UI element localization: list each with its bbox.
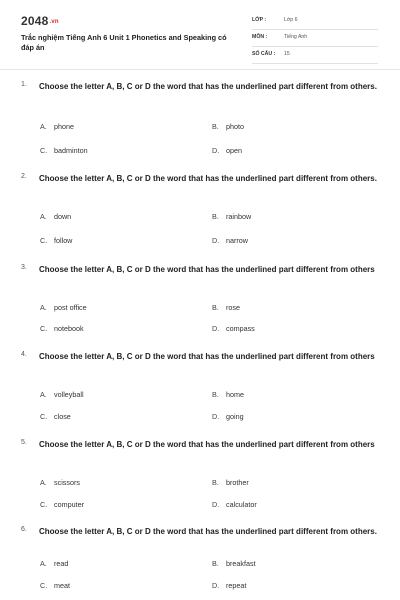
question-number: 4. bbox=[21, 351, 27, 358]
option-text: down bbox=[54, 212, 72, 221]
option-b[interactable] bbox=[212, 559, 256, 568]
option-letter: B. bbox=[212, 303, 219, 312]
option-text: computer bbox=[54, 500, 84, 509]
option-letter: A. bbox=[40, 390, 47, 399]
question-3 bbox=[0, 263, 400, 351]
option-letter: C. bbox=[40, 581, 48, 590]
option-letter: D. bbox=[212, 236, 220, 245]
option-letter: C. bbox=[40, 324, 48, 333]
option-letter: D. bbox=[212, 324, 220, 333]
option-letter: C. bbox=[40, 500, 48, 509]
option-letter: A. bbox=[40, 212, 47, 221]
option-text: meat bbox=[54, 581, 70, 590]
option-letter: D. bbox=[212, 412, 220, 421]
logo-main: 2048 bbox=[21, 14, 49, 28]
option-text: phone bbox=[54, 122, 74, 131]
option-letter: C. bbox=[40, 146, 48, 155]
option-text: notebook bbox=[54, 324, 84, 333]
option-d[interactable] bbox=[212, 581, 246, 590]
option-c[interactable] bbox=[40, 236, 72, 245]
option-letter: D. bbox=[212, 500, 220, 509]
option-a[interactable] bbox=[40, 303, 87, 312]
option-text: calculator bbox=[226, 500, 257, 509]
meta-label: SỐ CÂU : bbox=[252, 51, 276, 57]
option-letter: B. bbox=[212, 122, 219, 131]
option-letter: A. bbox=[40, 122, 47, 131]
meta-value: Tiếng Anh bbox=[284, 34, 308, 40]
option-text: photo bbox=[226, 122, 244, 131]
question-number: 1. bbox=[21, 81, 27, 88]
option-letter: D. bbox=[212, 581, 220, 590]
question-number: 2. bbox=[21, 173, 27, 180]
option-letter: A. bbox=[40, 478, 47, 487]
option-b[interactable] bbox=[212, 303, 240, 312]
option-c[interactable] bbox=[40, 581, 70, 590]
option-a[interactable] bbox=[40, 478, 80, 487]
option-letter: B. bbox=[212, 559, 219, 568]
question-number: 6. bbox=[21, 526, 27, 533]
option-text: brother bbox=[226, 478, 249, 487]
meta-row-subject bbox=[252, 31, 378, 47]
meta-row-class bbox=[252, 14, 378, 30]
option-text: follow bbox=[54, 236, 73, 245]
meta-value: 15 bbox=[284, 51, 290, 57]
option-b[interactable] bbox=[212, 122, 244, 131]
option-letter: B. bbox=[212, 390, 219, 399]
option-letter: B. bbox=[212, 478, 219, 487]
option-text: close bbox=[54, 412, 71, 421]
meta-info bbox=[252, 14, 378, 65]
question-6 bbox=[0, 525, 400, 600]
question-2 bbox=[0, 172, 400, 262]
option-text: post office bbox=[54, 303, 87, 312]
option-text: narrow bbox=[226, 236, 248, 245]
question-text: Choose the letter A, B, C or D the word that has the underlined part different from others bbox=[39, 265, 375, 274]
option-letter: A. bbox=[40, 559, 47, 568]
option-a[interactable] bbox=[40, 212, 71, 221]
option-text: badminton bbox=[54, 146, 88, 155]
option-letter: A. bbox=[40, 303, 47, 312]
option-b[interactable] bbox=[212, 212, 251, 221]
question-text: Choose the letter A, B, C or D the word that has the underlined part different from others. bbox=[39, 82, 377, 91]
question-text: Choose the letter A, B, C or D the word that has the underlined part different from others bbox=[39, 352, 375, 361]
option-text: volleyball bbox=[54, 390, 84, 399]
option-text: repeat bbox=[226, 581, 247, 590]
option-b[interactable] bbox=[212, 478, 249, 487]
option-a[interactable] bbox=[40, 122, 74, 131]
option-d[interactable] bbox=[212, 412, 244, 421]
option-text: scissors bbox=[54, 478, 80, 487]
question-text: Choose the letter A, B, C or D the word that has the underlined part different from others. bbox=[39, 527, 377, 536]
question-5 bbox=[0, 438, 400, 524]
option-letter: D. bbox=[212, 146, 220, 155]
option-d[interactable] bbox=[212, 500, 257, 509]
option-text: rose bbox=[226, 303, 240, 312]
page-header bbox=[0, 0, 400, 70]
meta-label: MÔN : bbox=[252, 34, 268, 40]
question-number: 3. bbox=[21, 264, 27, 271]
meta-value: Lớp 6 bbox=[284, 17, 298, 23]
option-c[interactable] bbox=[40, 324, 84, 333]
option-d[interactable] bbox=[212, 146, 242, 155]
site-logo[interactable] bbox=[21, 14, 59, 28]
option-c[interactable] bbox=[40, 146, 88, 155]
question-4 bbox=[0, 350, 400, 438]
option-letter: C. bbox=[40, 412, 48, 421]
option-a[interactable] bbox=[40, 390, 84, 399]
option-text: home bbox=[226, 390, 244, 399]
option-text: breakfast bbox=[226, 559, 256, 568]
option-c[interactable] bbox=[40, 500, 84, 509]
option-text: compass bbox=[226, 324, 255, 333]
question-number: 5. bbox=[21, 439, 27, 446]
option-text: open bbox=[226, 146, 242, 155]
question-1 bbox=[0, 80, 400, 170]
option-a[interactable] bbox=[40, 559, 68, 568]
option-d[interactable] bbox=[212, 236, 248, 245]
option-b[interactable] bbox=[212, 390, 244, 399]
meta-label: LỚP : bbox=[252, 17, 267, 23]
option-c[interactable] bbox=[40, 412, 71, 421]
question-text: Choose the letter A, B, C or D the word that has the underlined part different from others bbox=[39, 440, 375, 449]
logo-tld: .vn bbox=[49, 18, 59, 25]
option-text: rainbow bbox=[226, 212, 252, 221]
meta-row-question-count bbox=[252, 48, 378, 64]
option-d[interactable] bbox=[212, 324, 255, 333]
question-text: Choose the letter A, B, C or D the word that has the underlined part different from others. bbox=[39, 174, 377, 183]
option-letter: C. bbox=[40, 236, 48, 245]
option-letter: B. bbox=[212, 212, 219, 221]
document-title: Trắc nghiệm Tiếng Anh 6 Unit 1 Phonetics and Speaking có đáp án bbox=[21, 33, 227, 52]
option-text: going bbox=[226, 412, 244, 421]
option-text: read bbox=[54, 559, 69, 568]
